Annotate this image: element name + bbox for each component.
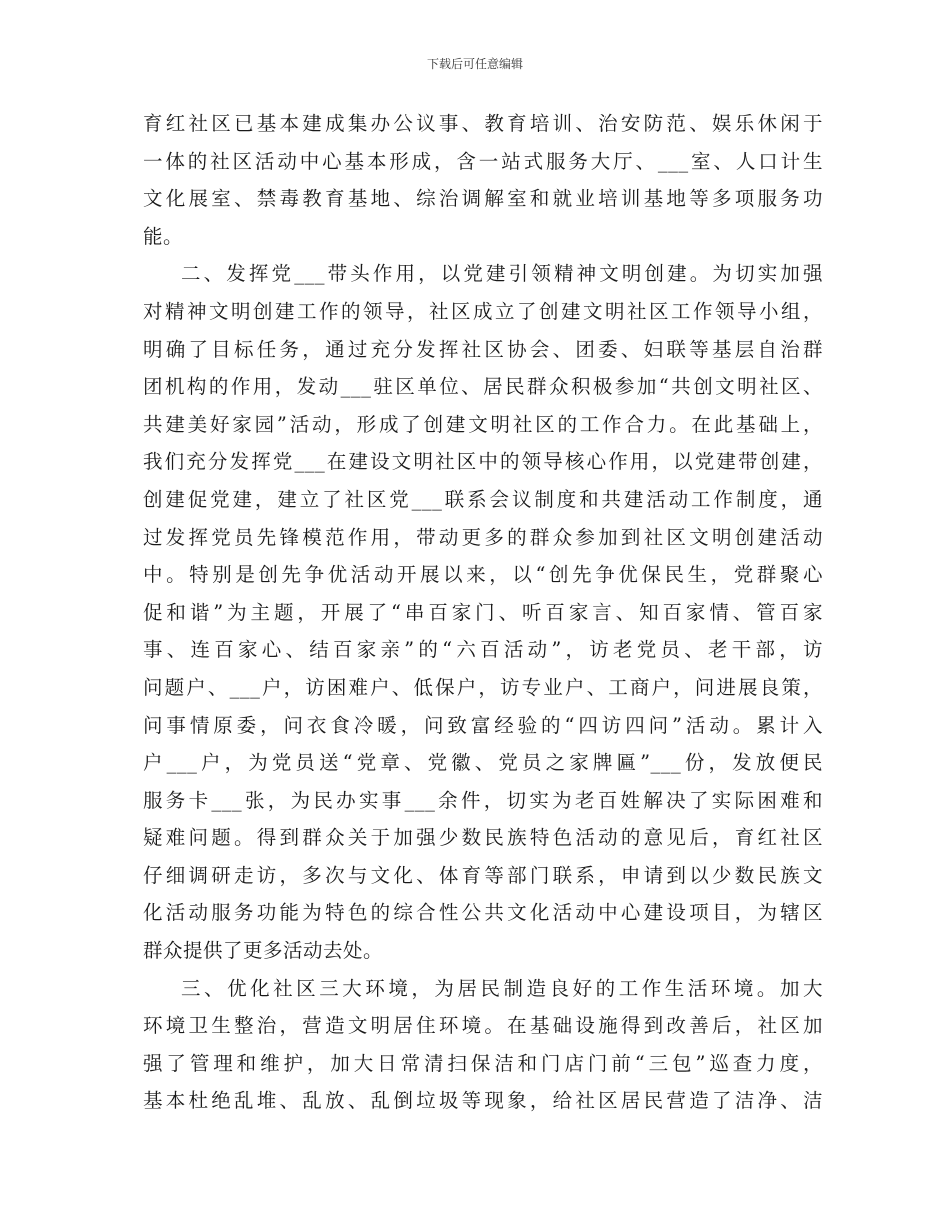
text-line: 问事情原委，问衣食冷暖，问致富经验的“四访四问”活动。累计入	[143, 713, 823, 737]
text-line: 三、优化社区三大环境，为居民制造良好的工作生活环境。加大	[181, 976, 823, 1000]
text-line: 户___户，为党员送“党章、党徽、党员之家牌匾”___份，发放便民	[143, 751, 823, 775]
text-line: 强了管理和维护，加大日常清扫保洁和门店门前“三包”巡查力度，	[143, 1051, 823, 1075]
text-line: 过发挥党员先锋模范作用，带动更多的群众参加到社区文明创建活动	[143, 525, 823, 549]
text-line: 问题户、___户，访困难户、低保户，访专业户、工商户，问进展良策，	[143, 675, 823, 699]
text-line: 团机构的作用，发动___驻区单位、居民群众积极参加“共创文明社区、	[143, 375, 823, 399]
text-line: 化活动服务功能为特色的综合性公共文化活动中心建设项目，为辖区	[143, 901, 823, 925]
page-header: 下载后可任意编辑	[426, 57, 523, 71]
document-body	[143, 105, 823, 1120]
text-line: 育红社区已基本建成集办公议事、教育培训、治安防范、娱乐休闲于	[143, 112, 823, 135]
text-line: 一体的社区活动中心基本形成，含一站式服务大厅、___室、人口计生	[143, 149, 823, 173]
text-line: 事、连百家心、结百家亲”的“六百活动”，访老党员、老干部，访	[143, 638, 823, 662]
text-line: 二、发挥党___带头作用，以党建引领精神文明创建。为切实加强	[181, 262, 823, 286]
text-line: 疑难问题。得到群众关于加强少数民族特色活动的意见后，育红社区	[143, 826, 823, 850]
text-line: 环境卫生整治，营造文明居住环境。在基础设施得到改善后，社区加	[143, 1014, 823, 1038]
text-line: 文化展室、禁毒教育基地、综治调解室和就业培训基地等多项服务功	[143, 187, 823, 211]
text-line: 明确了目标任务，通过充分发挥社区协会、团委、妇联等基层自治群	[143, 337, 823, 361]
text-line: 创建促党建，建立了社区党___联系会议制度和共建活动工作制度，通	[143, 487, 823, 511]
text-line: 服务卡___张，为民办实事___余件，切实为老百姓解决了实际困难和	[143, 788, 823, 812]
text-line: 促和谐”为主题，开展了“串百家门、听百家言、知百家情、管百家	[143, 600, 823, 624]
text-line: 仔细调研走访，多次与文化、体育等部门联系，申请到以少数民族文	[143, 863, 823, 887]
text-line: 基本杜绝乱堆、乱放、乱倒垃圾等现象，给社区居民营造了洁净、洁	[143, 1089, 823, 1113]
text-line: 共建美好家园”活动，形成了创建文明社区的工作合力。在此基础上，	[143, 412, 823, 436]
text-line: 能。	[143, 224, 184, 248]
text-line: 我们充分发挥党___在建设文明社区中的领导核心作用，以党建带创建，	[143, 450, 823, 474]
text-line: 群众提供了更多活动去处。	[143, 939, 384, 963]
text-line: 中。特别是创先争优活动开展以来，以“创先争优保民生，党群聚心	[143, 563, 823, 587]
text-line: 对精神文明创建工作的领导，社区成立了创建文明社区工作领导小组，	[143, 299, 823, 323]
